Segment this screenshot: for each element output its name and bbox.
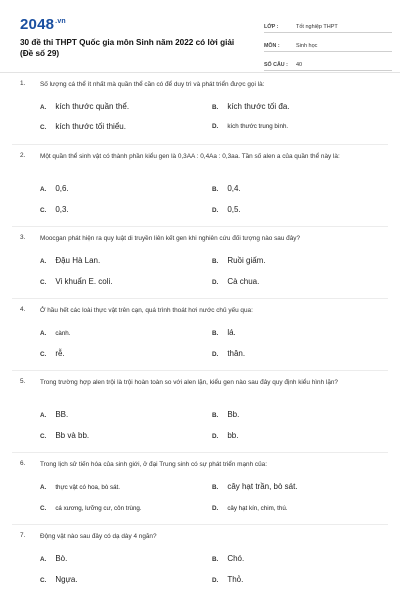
question-text: Một quần thể sinh vật có thành phần kiểu gen là 0,3AA : 0,4Aa : 0,3aa. Tần số alen a của quần thể này là: — [40, 153, 340, 160]
question-text: Động vật nào sau đây có dạ dày 4 ngăn? — [40, 533, 157, 540]
option-letter: A. — [40, 258, 47, 265]
question-number: 3. — [20, 234, 26, 241]
option-letter: A. — [40, 330, 47, 337]
option-letter: C. — [40, 351, 47, 358]
question-divider — [12, 452, 388, 453]
option-letter: B. — [212, 186, 219, 193]
option-text: Ruồi giấm. — [227, 256, 266, 265]
question-text: Ở hầu hết các loài thực vật trên cạn, quá trình thoát hơi nước chủ yếu qua: — [40, 307, 253, 314]
option-b[interactable] — [212, 256, 266, 265]
question-text: Số lượng cá thể ít nhất mà quần thể cần có để duy trì và phát triển được gọi là: — [40, 81, 265, 88]
option-a[interactable] — [40, 102, 129, 111]
meta-row-class — [264, 16, 392, 33]
question-divider — [12, 524, 388, 525]
option-letter: B. — [212, 484, 219, 491]
option-text: kích thước tối thiểu. — [55, 122, 126, 131]
meta-row-count — [264, 54, 392, 71]
logo-tld-text: .vn — [55, 18, 66, 25]
option-a[interactable] — [40, 256, 100, 265]
option-c[interactable] — [40, 277, 113, 286]
option-letter: C. — [40, 124, 47, 131]
question-divider — [12, 144, 388, 145]
option-c[interactable] — [40, 431, 89, 440]
option-text: kích thước trung bình. — [227, 123, 289, 130]
option-letter: C. — [40, 577, 47, 584]
option-text: cành. — [55, 330, 71, 337]
option-a[interactable] — [40, 184, 69, 193]
option-a[interactable] — [40, 330, 70, 337]
option-b[interactable] — [212, 482, 298, 491]
meta-value: Tốt nghiệp THPT — [296, 24, 338, 30]
question-text: Trong trường hợp alen trội là trội hoàn toàn so với alen lặn, kiểu gen nào sau đây quy định kiểu hình lặn? — [40, 379, 338, 386]
option-c[interactable] — [40, 205, 69, 214]
option-text: Cà chua. — [227, 277, 260, 286]
question-number: 4. — [20, 306, 26, 313]
option-text: Ngựa. — [55, 575, 78, 584]
document-header — [12, 10, 388, 70]
option-letter: B. — [212, 104, 219, 111]
option-text: Bò. — [55, 554, 68, 563]
option-b[interactable] — [212, 184, 241, 193]
option-letter: D. — [212, 577, 219, 584]
option-d[interactable] — [212, 349, 245, 358]
exam-title: 30 đề thi THPT Quốc gia môn Sinh năm 2022 có lời giải (Đề số 29) — [20, 38, 235, 58]
option-letter: D. — [212, 279, 219, 286]
option-b[interactable] — [212, 554, 244, 563]
question-divider — [12, 370, 388, 371]
option-text: bb. — [227, 431, 239, 440]
option-letter: B. — [212, 412, 219, 419]
option-b[interactable] — [212, 102, 290, 111]
option-text: Thỏ. — [227, 575, 244, 584]
meta-value: Sinh học — [296, 43, 318, 49]
option-d[interactable] — [212, 277, 259, 286]
option-text: Chó. — [227, 554, 245, 563]
option-c[interactable] — [40, 575, 78, 584]
option-text: kích thước quần thể. — [55, 102, 130, 111]
option-letter: D. — [212, 207, 219, 214]
option-text: Bb và bb. — [55, 431, 90, 440]
option-text: cây hạt trần, bò sát. — [227, 482, 298, 491]
option-letter: C. — [40, 279, 47, 286]
question-text: Moocgan phát hiện ra quy luật di truyền liên kết gen khi nghiên cứu đối tượng nào sau đây? — [40, 235, 301, 242]
option-letter: D. — [212, 505, 219, 512]
option-a[interactable] — [40, 484, 120, 491]
option-letter: A. — [40, 484, 47, 491]
option-letter: A. — [40, 412, 47, 419]
option-letter: A. — [40, 186, 47, 193]
option-text: cá xương, lưỡng cư, côn trùng. — [55, 505, 142, 512]
option-text: thực vật có hoa, bò sát. — [55, 484, 120, 491]
option-letter: D. — [212, 433, 219, 440]
option-d[interactable] — [212, 431, 238, 440]
question-divider — [12, 298, 388, 299]
meta-value: 40 — [296, 62, 303, 68]
meta-row-subject — [264, 35, 392, 52]
option-text: 0,4. — [227, 184, 241, 193]
option-c[interactable] — [40, 122, 126, 131]
option-text: Đậu Hà Lan. — [55, 256, 101, 265]
option-a[interactable] — [40, 410, 68, 419]
option-text: Bb. — [227, 410, 240, 419]
option-text: thân. — [227, 349, 246, 358]
question-number: 6. — [20, 460, 26, 467]
option-letter: B. — [212, 556, 219, 563]
logo-main-text: 2048 — [20, 16, 55, 33]
question-number: 5. — [20, 378, 26, 385]
meta-label: MÔN : — [264, 43, 280, 49]
option-letter: A. — [40, 556, 47, 563]
option-text: cây hạt kín, chim, thú. — [227, 505, 288, 512]
question-number: 2. — [20, 152, 26, 159]
option-text: Vi khuẩn E. coli. — [55, 277, 113, 286]
exam-meta — [264, 16, 392, 73]
meta-label: SỐ CÂU : — [264, 62, 288, 68]
option-letter: B. — [212, 330, 219, 337]
option-text: 0,6. — [55, 184, 69, 193]
option-text: 0,3. — [55, 205, 69, 214]
option-letter: D. — [212, 123, 219, 130]
header-divider — [0, 72, 400, 73]
option-text: kích thước tối đa. — [227, 102, 290, 111]
question-divider — [12, 226, 388, 227]
site-logo[interactable] — [20, 16, 66, 33]
option-letter: C. — [40, 207, 47, 214]
option-letter: C. — [40, 433, 47, 440]
option-d[interactable] — [212, 575, 243, 584]
option-b[interactable] — [212, 410, 239, 419]
option-text: 0,5. — [227, 205, 241, 214]
option-letter: B. — [212, 258, 219, 265]
meta-label: LỚP : — [264, 24, 279, 30]
option-text: BB. — [55, 410, 69, 419]
option-a[interactable] — [40, 554, 67, 563]
question-number: 1. — [20, 80, 26, 87]
option-letter: C. — [40, 505, 47, 512]
option-c[interactable] — [40, 349, 65, 358]
option-d[interactable] — [212, 123, 288, 130]
question-number: 7. — [20, 532, 26, 539]
option-b[interactable] — [212, 328, 236, 337]
option-text: lá. — [227, 328, 236, 337]
option-letter: D. — [212, 351, 219, 358]
option-d[interactable] — [212, 505, 288, 512]
option-c[interactable] — [40, 505, 142, 512]
option-letter: A. — [40, 104, 47, 111]
option-d[interactable] — [212, 205, 241, 214]
option-text: rễ. — [55, 349, 65, 358]
question-text: Trong lịch sử tiến hóa của sinh giới, ở đại Trung sinh có sự phát triển mạnh của: — [40, 461, 267, 468]
